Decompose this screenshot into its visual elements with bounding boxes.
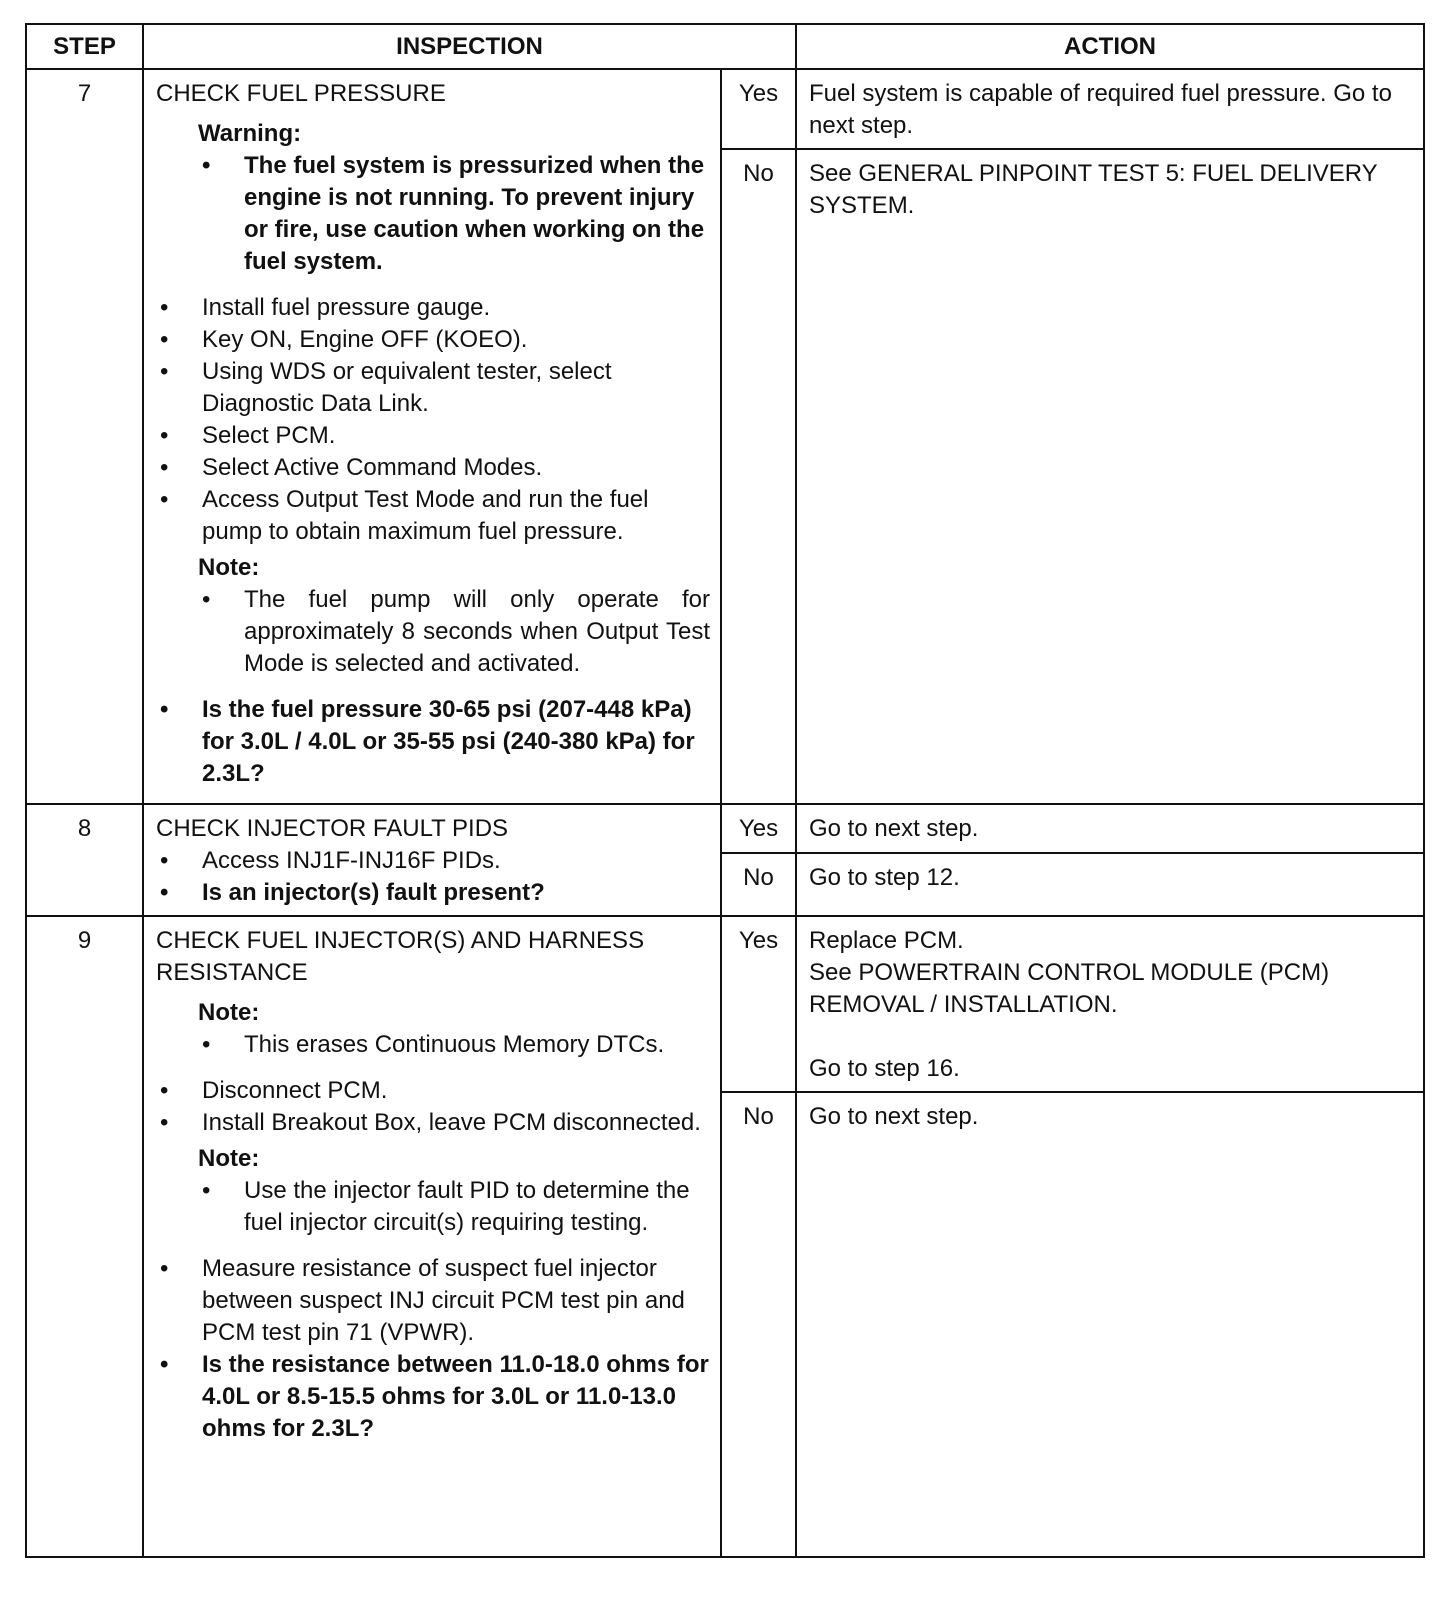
note-item: • This erases Continuous Memory DTCs. bbox=[156, 1029, 710, 1061]
note-item: • Use the injector fault PID to determine the fuel injector circuit(s) requiring testing. bbox=[156, 1175, 710, 1239]
yes-label: Yes bbox=[721, 69, 796, 149]
question: • Is an injector(s) fault present? bbox=[156, 877, 710, 909]
diagnostic-table bbox=[25, 23, 1423, 1603]
list-item: • Install Breakout Box, leave PCM disconnected. bbox=[156, 1107, 710, 1139]
yes-action-line: See POWERTRAIN CONTROL MODULE (PCM) REMOVAL / INSTALLATION. bbox=[809, 959, 1330, 1018]
note-label: Note: bbox=[198, 999, 260, 1026]
warning-item: • The fuel system is pressurized when the engine is not running. To prevent injury or fire, use caution when working on the fuel system. bbox=[156, 150, 710, 278]
list-item: • Using WDS or equivalent tester, select Diagnostic Data Link. bbox=[156, 356, 710, 420]
warning-list bbox=[156, 150, 710, 278]
list-item: • Access INJ1F-INJ16F PIDs. bbox=[156, 845, 710, 877]
no-label: No bbox=[721, 853, 796, 916]
list-item: • Select PCM. bbox=[156, 420, 710, 452]
yes-label: Yes bbox=[721, 916, 796, 1092]
yes-action: Fuel system is capable of required fuel pressure. Go to next step. bbox=[796, 69, 1424, 149]
header-step: STEP bbox=[26, 24, 143, 69]
note-list bbox=[156, 584, 710, 680]
step-title: CHECK FUEL INJECTOR(S) AND HARNESS RESISTANCE bbox=[156, 927, 645, 986]
list-item: • Key ON, Engine OFF (KOEO). bbox=[156, 324, 710, 356]
procedure-list bbox=[156, 845, 710, 909]
procedure-list bbox=[156, 1075, 710, 1139]
question-list bbox=[156, 694, 710, 790]
step-9-inspection bbox=[143, 916, 721, 1557]
yes-action bbox=[796, 916, 1424, 1092]
step-8-inspection bbox=[143, 804, 721, 916]
step-title: CHECK FUEL PRESSURE bbox=[156, 80, 446, 107]
note-item: • The fuel pump will only operate for approximately 8 seconds when Output Test Mode is selected and activated. bbox=[156, 584, 710, 680]
header-row bbox=[26, 24, 1424, 69]
no-label: No bbox=[721, 1092, 796, 1557]
step-title: CHECK INJECTOR FAULT PIDS bbox=[156, 815, 509, 842]
list-item: • Measure resistance of suspect fuel injector between suspect INJ circuit PCM test pin and PCM test pin 71 (VPWR). bbox=[156, 1253, 710, 1349]
step-8-yes-row bbox=[26, 804, 1424, 853]
yes-label: Yes bbox=[721, 804, 796, 853]
no-action: See GENERAL PINPOINT TEST 5: FUEL DELIVERY SYSTEM. bbox=[796, 149, 1424, 804]
no-action: Go to step 12. bbox=[796, 853, 1424, 916]
no-label: No bbox=[721, 149, 796, 804]
note-label: Note: bbox=[198, 1145, 260, 1172]
question: • Is the fuel pressure 30-65 psi (207-448 kPa) for 3.0L / 4.0L or 35-55 psi (240-380 kPa) for 2.3L? bbox=[156, 694, 710, 790]
step-number: 8 bbox=[26, 804, 143, 916]
no-action: Go to next step. bbox=[796, 1092, 1424, 1557]
note-label: Note: bbox=[198, 554, 260, 581]
step-9-yes-row bbox=[26, 916, 1424, 1092]
list-item: • Access Output Test Mode and run the fuel pump to obtain maximum fuel pressure. bbox=[156, 484, 710, 548]
yes-action-line: Replace PCM. bbox=[809, 927, 964, 954]
warning-label: Warning: bbox=[198, 120, 302, 147]
question: • Is the resistance between 11.0-18.0 ohms for 4.0L or 8.5-15.5 ohms for 3.0L or 11.0-13.0 ohms for 2.3L? bbox=[156, 1349, 710, 1445]
yes-action-goto: Go to step 16. bbox=[809, 1055, 960, 1082]
list-item: • Select Active Command Modes. bbox=[156, 452, 710, 484]
procedure-list bbox=[156, 292, 710, 548]
step-7-inspection bbox=[143, 69, 721, 804]
procedure-list bbox=[156, 1253, 710, 1445]
pinpoint-test-table bbox=[25, 23, 1425, 1558]
step-number: 9 bbox=[26, 916, 143, 1557]
step-7-yes-row bbox=[26, 69, 1424, 149]
header-inspection: INSPECTION bbox=[143, 24, 796, 69]
note-list bbox=[156, 1175, 710, 1239]
header-action: ACTION bbox=[796, 24, 1424, 69]
yes-action: Go to next step. bbox=[796, 804, 1424, 853]
step-number: 7 bbox=[26, 69, 143, 804]
list-item: • Install fuel pressure gauge. bbox=[156, 292, 710, 324]
note-list bbox=[156, 1029, 710, 1061]
list-item: • Disconnect PCM. bbox=[156, 1075, 710, 1107]
